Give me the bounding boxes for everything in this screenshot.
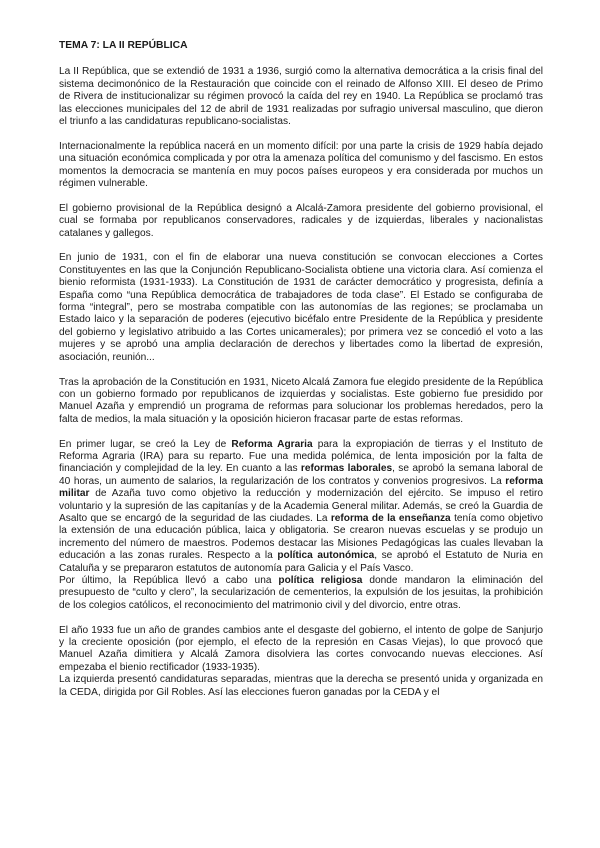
- paragraph-religious-policy: Por último, la República llevó a cabo una política religiosa donde mandaron la eliminación del presupuesto de “culto y clero”, la secularización de cementerios, la expulsión de los jesuitas, la prohibición de los colegios católicos, el reconocimiento del matrimonio civil y del divorcio, entre otras.: [59, 574, 543, 611]
- paragraph-elections-1933: La izquierda presentó candidaturas separadas, mientras que la derecha se presentó unida y organizada en la CEDA, dirigida por Gil Robles. Así las elecciones fueron ganadas por la CEDA y el: [59, 674, 543, 698]
- paragraph-international-context: Internacionalmente la república nacerá en un momento difícil: por una parte la crisis de 1929 había dejado una situación económica complicada y por otra la amenaza política del comunismo y del fascismo. En estos momentos la democracia se mantenía en muy pocos países europeos y era considerada por muchos un régimen vulnerable.: [59, 140, 543, 190]
- term-politica-autonomica: política autonómica: [277, 550, 375, 562]
- term-reforma-militar: reforma militar: [59, 475, 543, 500]
- document-page: [59, 40, 543, 711]
- document-title: TEMA 7: LA II REPÚBLICA: [59, 40, 188, 51]
- term-politica-religiosa: política religiosa: [278, 574, 363, 586]
- paragraph-provisional-government: El gobierno provisional de la República designó a Alcalá-Zamora presidente del gobierno provisional, el cual se formaba por republicanos conservadores, radicales y de izquierdas, liberales y nacionalistas catalanes y gallegos.: [59, 202, 543, 239]
- paragraph-intro: La II República, que se extendió de 1931 a 1936, surgió como la alternativa democrática a la crisis final del sistema decimonónico de la Restauración que coincide con el reinado de Alfonso XIII. El deseo de Primo de Rivera de institucionalizar su régimen provocó la caída del rey en 1940. La República se proclamó tras las elecciones municipales del 12 de abril de 1931 realizadas por sufragio universal masculino, que dieron el triunfo a las candidaturas republicano-socialistas.: [59, 66, 543, 128]
- paragraph-reforms: En primer lugar, se creó la Ley de Reforma Agraria para la expropiación de tierras y el Instituto de Reforma Agraria (IRA) para su reparto. Fue una medida polémica, de lenta imposición por la falta de financiación y complejidad de la ley. En cuanto a las reformas laborales, se aprobó la semana laboral de 40 horas, un aumento de salarios, la regularización de los contratos y convenios progresivos. La reforma militar de Azaña tuvo como objetivo la reducción y modernización del ejército. Se impuso el retiro voluntario y la supresión de las capitanías y de la Academia General militar. Además, se creó la Guardia de Asalto que se encargó de la seguridad de las ciudades. La reforma de la enseñanza tenía como objetivo la extensión de una educación pública, laica y obligatoria. Se crearon nuevas escuelas y se produjo un incremento del número de maestros. Podemos destacar las Misiones Pedagógicas las cuales llevaban la educación a las zonas rurales. Respecto a la política autonómica, se aprobó el Estatuto de Nuria en Cataluña y se prepararon estatutos de autonomía para Galicia y el País Vasco.: [59, 438, 544, 574]
- term-reformas-laborales: reformas laborales: [300, 463, 393, 475]
- paragraph-azana-government: Tras la aprobación de la Constitución en 1931, Niceto Alcalá Zamora fue elegido presidente de la República con un gobierno formado por republicanos de izquierdas y socialistas. Este gobierno fue presidido por Manuel Azaña y emprendió un programa de reformas para solucionar los problemas heredados, pero la falta de medios, la mala situación y la oposición hicieron fracasar parte de estas reformas.: [59, 376, 543, 425]
- term-reforma-agraria: Reforma Agraria: [231, 438, 313, 450]
- term-reforma-ensenanza: reforma de la enseñanza: [330, 512, 451, 524]
- paragraph-1933: El año 1933 fue un año de grandes cambios ante el desgaste del gobierno, el intento de golpe de Sanjurjo y la creciente oposición (por ejemplo, el efecto de la represión en Casas Viejas), lo que provocó que Manuel Azaña dimitiera y Alcalá Zamora disolviera las cortes convocando nuevas elecciones. Así empezaba el bienio rectificador (1933-1935).: [59, 624, 543, 673]
- paragraph-constitution-1931: En junio de 1931, con el fin de elaborar una nueva constitución se convocan elecciones a Cortes Constituyentes en las que la Conjunción Republicano-Socialista obtiene una victoria clara. Así comienza el bienio reformista (1931-1933). La Constitución de 1931 de carácter democrático y progresista, definía a España como “una República democrática de trabajadores de toda clase”. El Estado se configuraba de forma “integral”, pero se mostraba compatible con las autonomías de las regiones; se proclamaba un Estado laico y la separación de poderes (ejecutivo bicéfalo entre Presidente de la República y presidente del gobierno y legislativo atribuido a las Cortes unicamerales); por primera vez se concedió el voto a las mujeres y se aprobó una amplia declaración de derechos y libertades como la libertad de expresión, asociación, reunión...: [59, 252, 543, 363]
